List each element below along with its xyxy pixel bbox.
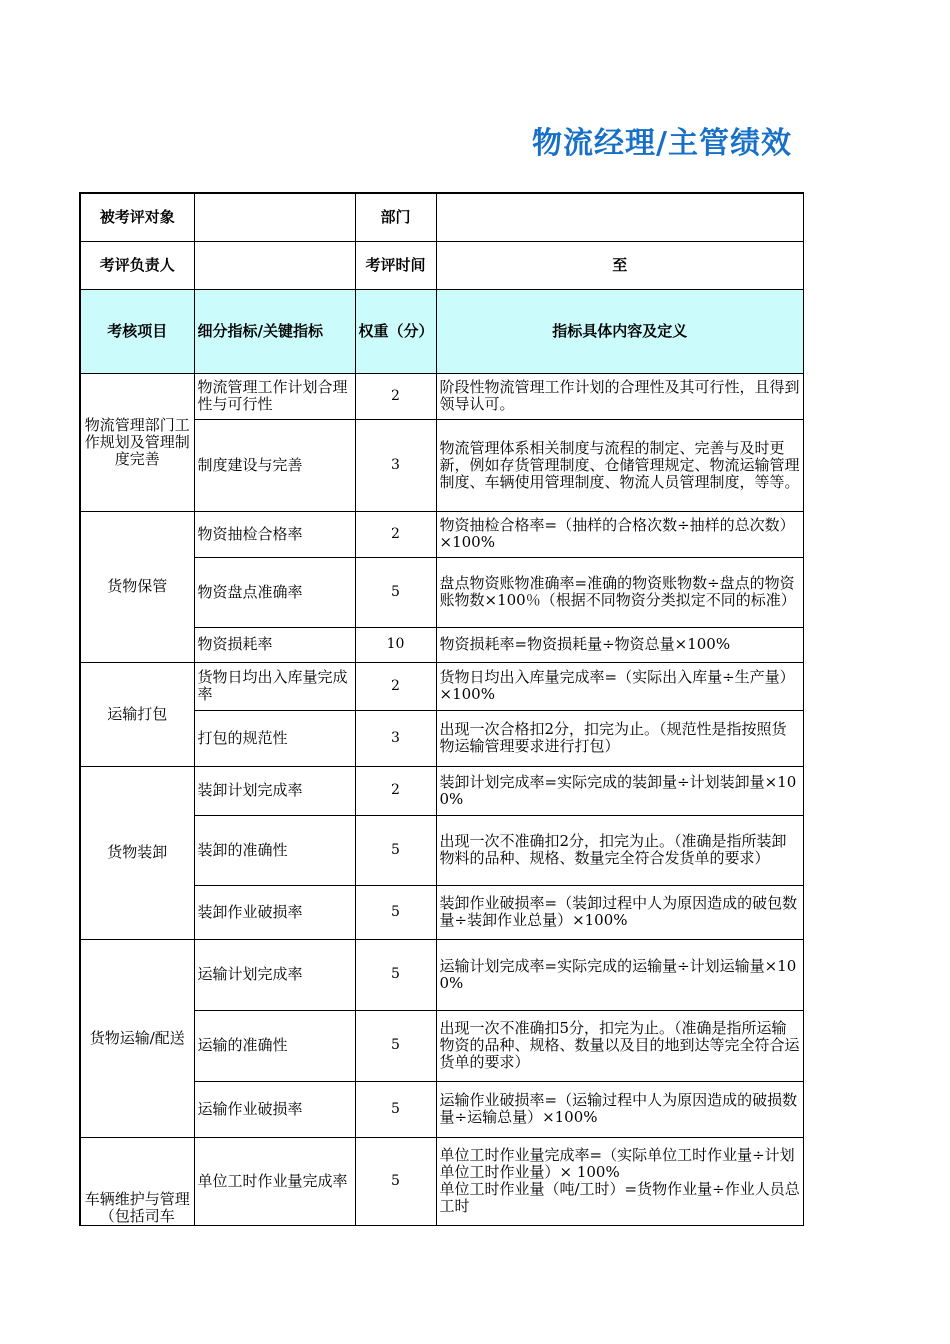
table-row xyxy=(80,373,804,419)
weight-cell: 5 xyxy=(355,1081,436,1137)
col-weight: 权重（分） xyxy=(355,289,436,373)
indicator-cell: 装卸作业破损率 xyxy=(194,885,355,939)
group-name: 货物保管 xyxy=(80,511,194,662)
table-row xyxy=(80,662,804,710)
definition-cell: 单位工时作业量完成率=（实际单位工时作业量÷计划单位工时作业量）× 100% 单位工时作业量（吨/工时）=货物作业量÷作业人员总工时 xyxy=(436,1137,804,1225)
table-row xyxy=(80,766,804,815)
indicator-cell: 物资盘点准确率 xyxy=(194,557,355,627)
label-target: 被考评对象 xyxy=(80,193,194,241)
indicator-cell: 打包的规范性 xyxy=(194,710,355,766)
weight-cell: 2 xyxy=(355,511,436,557)
indicator-cell: 装卸的准确性 xyxy=(194,815,355,885)
definition-cell: 物资抽检合格率=（抽样的合格次数÷抽样的总次数）×100% xyxy=(436,511,804,557)
column-header-row xyxy=(80,289,804,373)
group-name: 货物装卸 xyxy=(80,766,194,939)
table-row xyxy=(80,939,804,1010)
dept-field[interactable] xyxy=(436,193,804,241)
indicator-cell: 制度建设与完善 xyxy=(194,419,355,511)
definition-cell: 出现一次合格扣2分，扣完为止。（规范性是指按照货物运输管理要求进行打包） xyxy=(436,710,804,766)
weight-cell: 2 xyxy=(355,662,436,710)
weight-cell: 3 xyxy=(355,419,436,511)
weight-cell: 5 xyxy=(355,557,436,627)
weight-cell: 2 xyxy=(355,373,436,419)
group-name: 物流管理部门工作规划及管理制度完善 xyxy=(80,373,194,511)
label-dept: 部门 xyxy=(355,193,436,241)
group-name: 运输打包 xyxy=(80,662,194,766)
definition-cell: 盘点物资账物准确率=准确的物资账物数÷盘点的物资账物数×100％（根据不同物资分类拟定不同的标准） xyxy=(436,557,804,627)
page-title: 物流经理/主管绩效 xyxy=(532,126,792,161)
table-row xyxy=(80,1137,804,1225)
weight-cell: 5 xyxy=(355,815,436,885)
definition-cell: 货物日均出入库量完成率=（实际出入库量÷生产量）×100% xyxy=(436,662,804,710)
label-time: 考评时间 xyxy=(355,241,436,289)
weight-cell: 5 xyxy=(355,939,436,1010)
indicator-cell: 运输计划完成率 xyxy=(194,939,355,1010)
assessor-field[interactable] xyxy=(194,241,355,289)
definition-cell: 装卸计划完成率=实际完成的装卸量÷计划装卸量×100% xyxy=(436,766,804,815)
weight-cell: 5 xyxy=(355,1010,436,1081)
header-row-target xyxy=(80,193,804,241)
weight-cell: 3 xyxy=(355,710,436,766)
definition-cell: 装卸作业破损率=（装卸过程中人为原因造成的破包数量÷装卸作业总量）×100% xyxy=(436,885,804,939)
time-field[interactable]: 至 xyxy=(436,241,804,289)
definition-cell: 出现一次不准确扣2分，扣完为止。（准确是指所装卸物料的品种、规格、数量完全符合发货单的要求） xyxy=(436,815,804,885)
indicator-cell: 物资损耗率 xyxy=(194,627,355,662)
definition-cell: 物流管理体系相关制度与流程的制定、完善与及时更新，例如存货管理制度、仓储管理规定、物流运输管理制度、车辆使用管理制度、物流人员管理制度，等等。 xyxy=(436,419,804,511)
weight-cell: 5 xyxy=(355,885,436,939)
definition-cell: 物资损耗率=物资损耗量÷物资总量×100% xyxy=(436,627,804,662)
group-name: 车辆维护与管理（包括司车 xyxy=(80,1137,194,1225)
table-row xyxy=(80,511,804,557)
definition-cell: 出现一次不准确扣5分，扣完为止。（准确是指所运输物资的品种、规格、数量以及目的地到达等完全符合运货单的要求） xyxy=(436,1010,804,1081)
indicator-cell: 运输的准确性 xyxy=(194,1010,355,1081)
indicator-cell: 货物日均出入库量完成率 xyxy=(194,662,355,710)
group-name: 货物运输/配送 xyxy=(80,939,194,1137)
assessment-table xyxy=(79,192,804,1226)
indicator-cell: 装卸计划完成率 xyxy=(194,766,355,815)
definition-cell: 运输作业破损率=（运输过程中人为原因造成的破损数量÷运输总量）×100% xyxy=(436,1081,804,1137)
indicator-cell: 单位工时作业量完成率 xyxy=(194,1137,355,1225)
definition-cell: 阶段性物流管理工作计划的合理性及其可行性，且得到领导认可。 xyxy=(436,373,804,419)
col-indicator: 细分指标/关键指标 xyxy=(194,289,355,373)
weight-cell: 10 xyxy=(355,627,436,662)
header-row-assessor xyxy=(80,241,804,289)
indicator-cell: 物资抽检合格率 xyxy=(194,511,355,557)
label-assessor: 考评负责人 xyxy=(80,241,194,289)
indicator-cell: 物流管理工作计划合理性与可行性 xyxy=(194,373,355,419)
target-field[interactable] xyxy=(194,193,355,241)
weight-cell: 5 xyxy=(355,1137,436,1225)
col-definition: 指标具体内容及定义 xyxy=(436,289,804,373)
weight-cell: 2 xyxy=(355,766,436,815)
indicator-cell: 运输作业破损率 xyxy=(194,1081,355,1137)
definition-cell: 运输计划完成率=实际完成的运输量÷计划运输量×100% xyxy=(436,939,804,1010)
col-item: 考核项目 xyxy=(80,289,194,373)
assessment-sheet xyxy=(79,192,804,1232)
